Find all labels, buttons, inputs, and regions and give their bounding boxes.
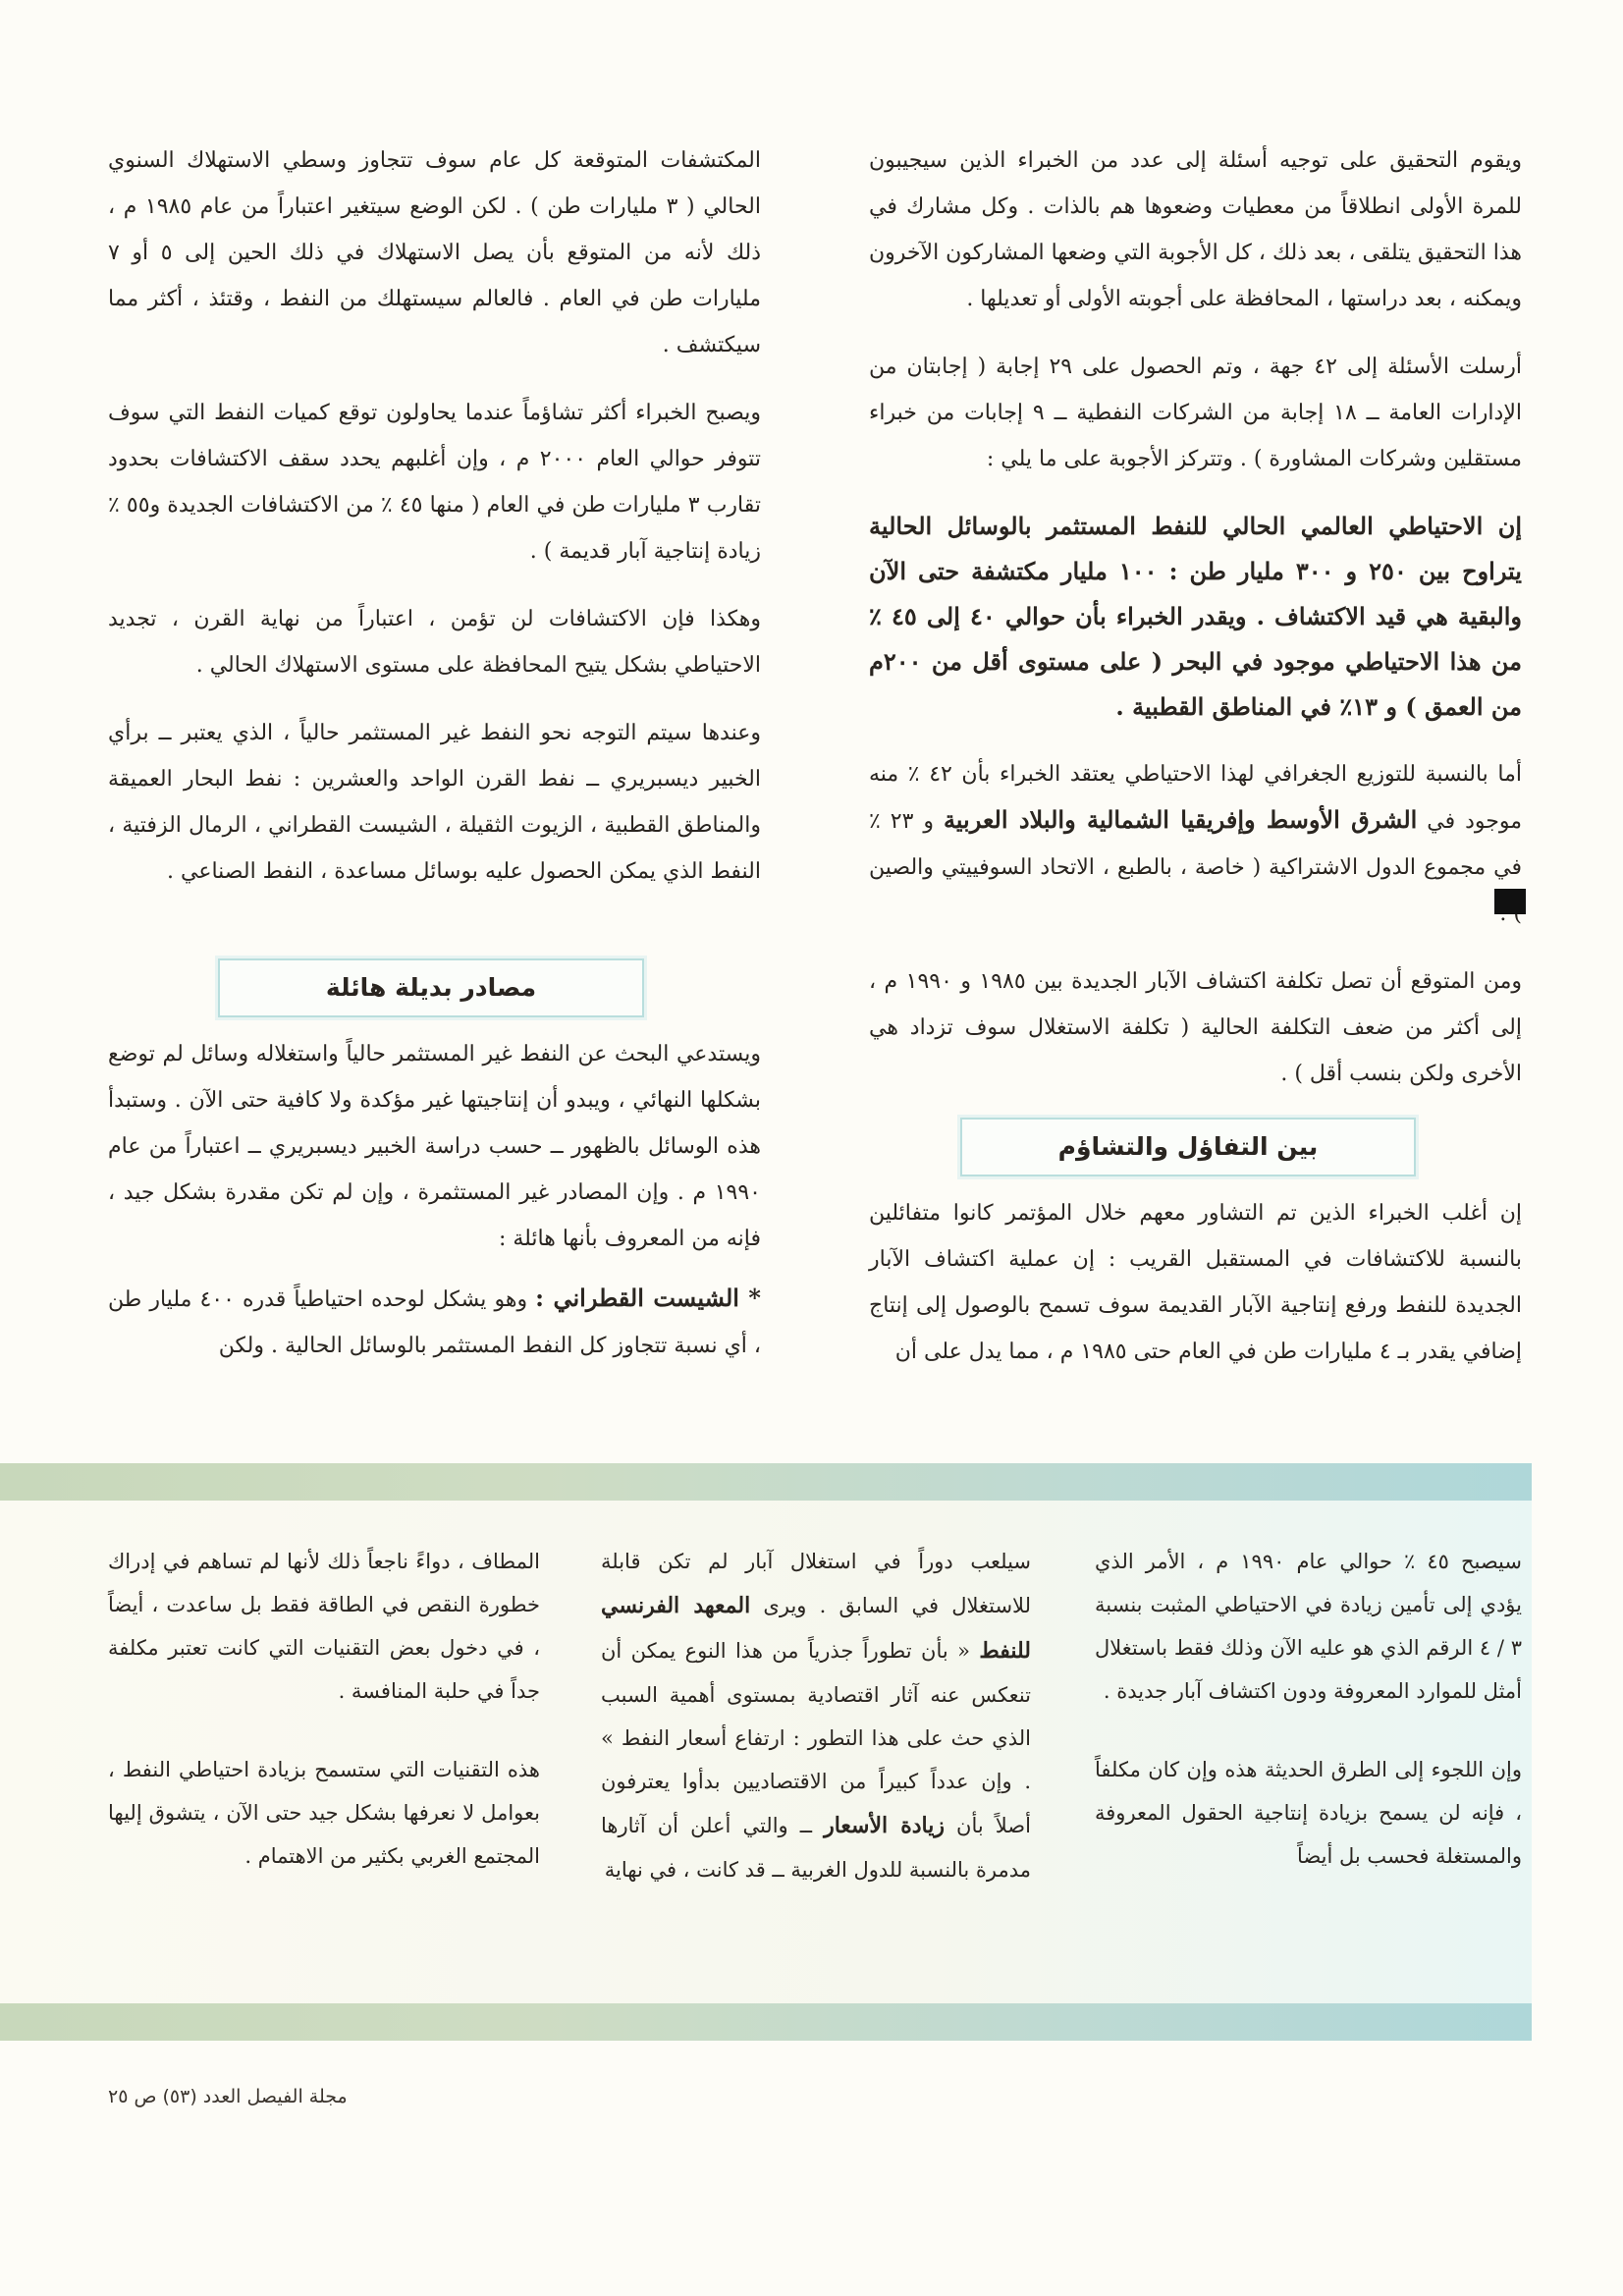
lower-column-1 [1095, 1540, 1522, 1878]
page-footer: مجلة الفيصل العدد (٥٣) ص ٢٥ [108, 2086, 348, 2107]
paragraph: هذه التقنيات التي ستسمح بزيادة احتياطي النفط ، بعوامل لا نعرفها بشكل جيد حتى الآن ، يتشوق إليها المجتمع الغربي بكثير من الاهتمام . [108, 1758, 540, 1868]
highlight-phrase: الشرق الأوسط وإفريقيا الشمالية والبلاد العربية [943, 805, 1418, 834]
paragraph: ومن المتوقع أن تصل تكلفة اكتشاف الآبار الجديدة بين ١٩٨٥ و ١٩٩٠ م ، إلى أكثر من ضعف التكلفة الحالية ( تكلفة الاستغلال سوف تزداد هي الأخرى ولكن بنسب أقل ) . [869, 969, 1522, 1086]
paragraph: إن أغلب الخبراء الذين تم التشاور معهم خلال المؤتمر كانوا متفائلين بالنسبة للاكتشافات في المستقبل القريب : إن عملية اكتشاف الآبار الجديدة للنفط ورفع إنتاجية الآبار القديمة سوف تسمح بالوصول إلى إنتاج إضافي يقدر بـ ٤ مليارات طن في العام حتى ١٩٨٥ م ، مما يدل على أن [869, 1201, 1522, 1364]
section-heading-optimism: بين التفاؤل والتشاؤم [960, 1118, 1416, 1176]
paragraph: ويستدعي البحث عن النفط غير المستثمر حالياً واستغلاله وسائل لم توضع بشكلها النهائي ، ويبدو أن إنتاجيتها غير مؤكدة ولا كافية حتى الآن . وستبدأ هذه الوسائل بالظهور ــ حسب دراسة الخبير ديسبريري ــ اعتباراً من عام ١٩٩٠ م . وإن المصادر غير المستثمرة ، وإن لم تكن مقدرة بشكل جيد ، فإنه من المعروف بأنها هائلة : [108, 1042, 761, 1251]
paragraph: وعندها سيتم التوجه نحو النفط غير المستثمر حالياً ، الذي يعتبر ــ برأي الخبير ديسبريري ــ نفط القرن الواحد والعشرين : نفط البحار العميقة والمناطق القطبية ، الزيوت الثقيلة ، الشيست القطراني ، الرمال الزفتية ، النفط الذي يمكن الحصول عليه بوسائل مساعدة ، النفط الصناعي . [108, 721, 761, 884]
upper-left-column [108, 137, 761, 916]
price-rise-phrase: زيادة الأسعار [824, 1813, 945, 1838]
text-run: و ٢٣ ٪ في مجموع الدول الاشتراكية ( خاصة ، بالطبع ، الاتحاد السوفييتي والصين [869, 809, 1522, 880]
lower-column-3 [108, 1540, 540, 1878]
section-heading-alternatives: مصادر بديلة هائلة [218, 958, 644, 1017]
text-run: « بأن تطوراً جذرياً من هذا النوع يمكن أن تنعكس عنه آثار اقتصادية بمستوى أهمية السبب الذي حث على هذا التطور : ارتفاع أسعار النفط » . وإن عدداً كبيراً من الاقتصاديين بدأوا يعترفون أصلاً بأن [601, 1639, 1031, 1837]
text-run: أما بالنسبة للتوزيع الجغرافي لهذا الاحتياطي يعتقد الخبراء بأن ٤٢ ٪ منه موجود في [869, 762, 1522, 834]
paragraph: ويقوم التحقيق على توجيه أسئلة إلى عدد من الخبراء الذين سيجيبون للمرة الأولى انطلاقاً من معطيات وضعوها هم بالذات . وكل مشارك في هذا التحقيق يتلقى ، بعد ذلك ، كل الأجوبة التي وضعها المشاركون الآخرون ويمكنه ، بعد دراستها ، المحافظة على أجوبته الأولى أو تعديلها . [869, 148, 1522, 311]
paragraph: وإن اللجوء إلى الطرق الحديثة هذه وإن كان مكلفاً ، فإنه لن يسمح بزيادة إنتاجية الحقول المعروفة والمستغلة فحسب بل أيضاً [1095, 1758, 1522, 1868]
upper-left-column-cont [108, 1031, 761, 1369]
black-marker [1494, 889, 1526, 914]
upper-right-column-cont [869, 1190, 1522, 1375]
paragraph: المكتشفات المتوقعة كل عام سوف تتجاوز وسطي الاستهلاك السنوي الحالي ( ٣ مليارات طن ) . لكن الوضع سيتغير اعتباراً من عام ١٩٨٥ م ، ذلك لأنه من المتوقع بأن يصل الاستهلاك في ذلك الحين إلى ٥ أو ٧ مليارات طن في العام . فالعالم سيستهلك من النفط ، وقتئذ ، أكثر مما سيكتشف . [108, 148, 761, 357]
paragraph: أرسلت الأسئلة إلى ٤٢ جهة ، وتم الحصول على ٢٩ إجابة ( إجابتان من الإدارات العامة ــ ١٨ إجابة من الشركات النفطية ــ ٩ إجابات من خبراء مستقلين وشركات المشاورة ) . وتتركز الأجوبة على ما يلي : [869, 355, 1523, 471]
highlight-paragraph: إن الاحتياطي العالمي الحالي للنفط المستثمر بالوسائل الحالية يتراوح بين ٢٥٠ و ٣٠٠ مليار طن : ١٠٠ مليار مكتشفة حتى الآن والبقية هي قيد الاكتشاف . ويقدر الخبراء بأن حوالي ٤٠ إلى ٤٥ ٪ من هذا الاحتياطي موجود في البحر ( على مستوى أقل من ٢٠٠م من العمق ) و ١٣٪ في المناطق القطبية . [869, 512, 1523, 721]
paragraph: وهكذا فإن الاكتشافات لن تؤمن ، اعتباراً من نهاية القرن ، تجديد الاحتياطي بشكل يتيح المحافظة على مستوى الاستهلاك الحالي . [108, 607, 761, 678]
lower-column-2 [601, 1540, 1031, 1891]
paragraph [108, 1276, 761, 1369]
decorative-band-bottom [0, 2003, 1532, 2041]
text-run: وهو يشكل لوحده احتياطياً قدره ٤٠٠ مليار طن ، أي نسبة تتجاوز كل النفط المستثمر بالوسائل الحالية . ولكن [108, 1287, 761, 1358]
institute-name: المعهد الفرنسي للنفط [601, 1593, 1031, 1664]
paragraph: سيصبح ٤٥ ٪ حوالي عام ١٩٩٠ م ، الأمر الذي يؤدي إلى تأمين زيادة في الاحتياطي المثبت بنسبة ٣ / ٤ الرقم الذي هو عليه الآن وذلك فقط باستغلال أمثل للموارد المعروفة ودون اكتشاف آبار جديدة . [1095, 1550, 1522, 1703]
paragraph: المطاف ، دواءً ناجعاً ذلك لأنها لم تساهم في إدراك خطورة النقص في الطاقة فقط بل ساعدت ، أيضاً ، في دخول بعض التقنيات التي كانت تعتبر مكلفة جداً في حلبة المنافسة . [108, 1550, 540, 1703]
text-run: سيلعب دوراً في استغلال آبار لم تكن قابلة للاستغلال في السابق . ويرى [601, 1550, 1031, 1617]
paragraph [869, 751, 1522, 937]
decorative-band-top [0, 1463, 1532, 1501]
text-run: ــ والتي أعلن أن آثارها مدمرة بالنسبة للدول الغربية ــ قد كانت ، في نهاية [601, 1814, 1031, 1882]
paragraph: ويصبح الخبراء أكثر تشاؤماً عندما يحاولون توقع كميات النفط التي سوف تتوفر حوالي العام ٢٠٠٠ م ، وإن أغلبهم يحدد سقف الاكتشافات بحدود تقارب ٣ مليارات طن في العام ( منها ٤٥ ٪ من الاكتشافات الجديدة و٥٥ ٪ زيادة إنتاجية آبار قديمة ) . [108, 401, 761, 564]
upper-right-column [869, 137, 1522, 1119]
paragraph [601, 1540, 1031, 1891]
shale-label: * الشيست القطراني : [535, 1284, 761, 1312]
